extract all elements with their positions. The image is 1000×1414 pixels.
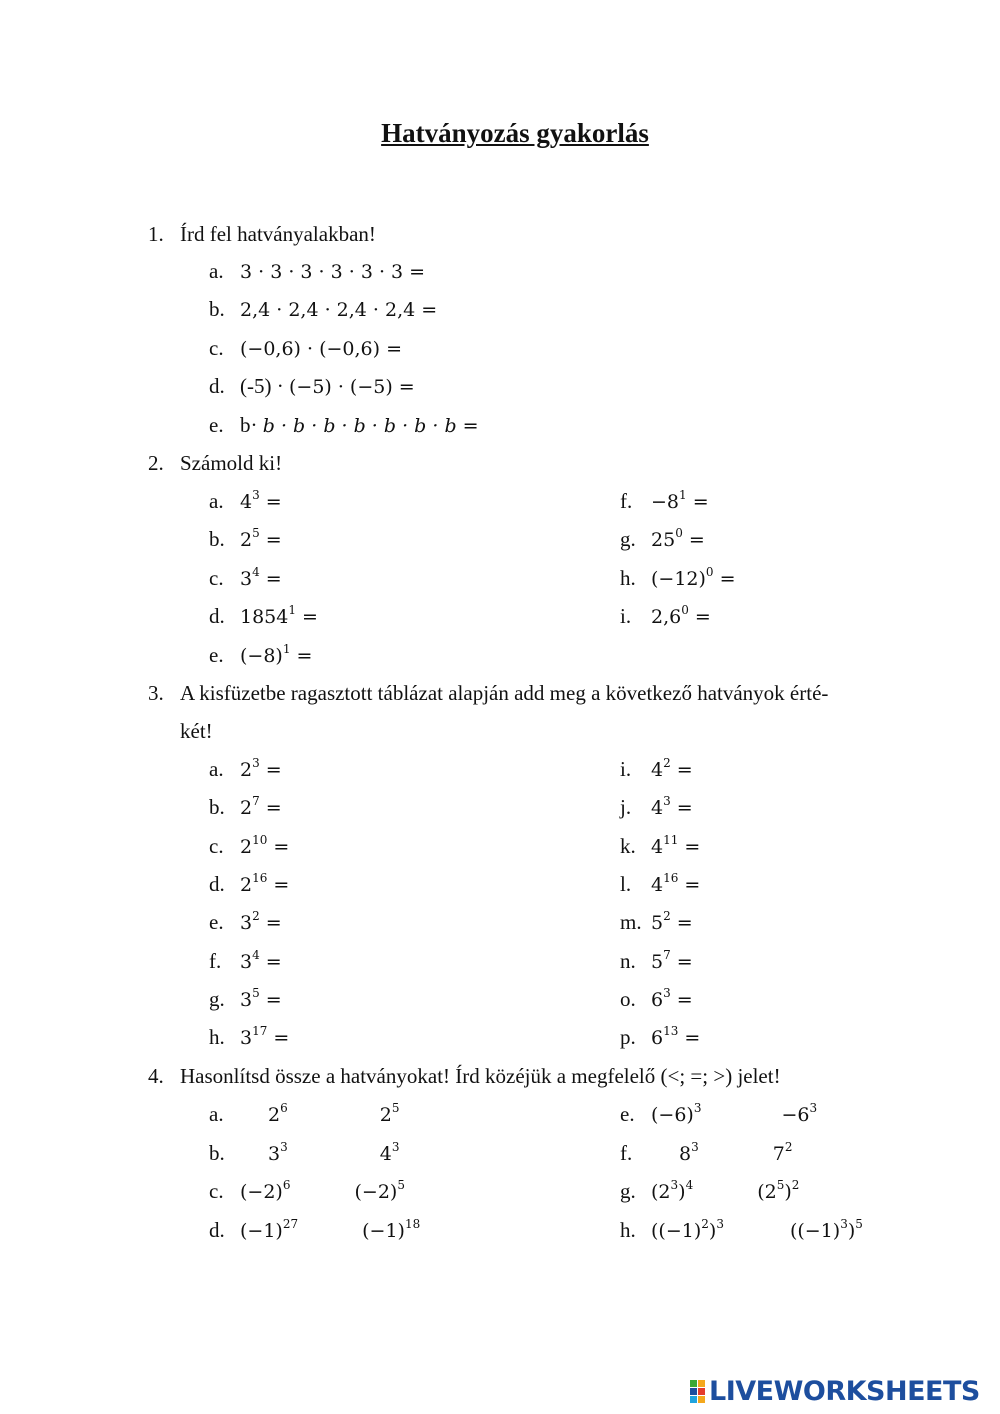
power-base: 4: [651, 797, 664, 819]
power-exponent: 2: [663, 756, 671, 770]
item-label: f.: [620, 489, 633, 513]
item-label: j.: [620, 795, 632, 819]
power-exponent: 11: [663, 833, 679, 847]
power-base: 3: [240, 912, 253, 934]
q3-item-j: [620, 795, 693, 820]
power-base: 6: [651, 1027, 664, 1049]
equals-sign: =: [273, 1027, 290, 1049]
item-expression: 2,4 · 2,4 · 2,4 · 2,4 =: [240, 299, 438, 321]
q3-item-k: [620, 834, 700, 859]
power-right: $2^5$: [379, 1101, 400, 1126]
equals-sign: =: [719, 568, 736, 590]
equals-sign: =: [676, 989, 693, 1011]
item-label: c.: [209, 834, 224, 858]
power-exponent: 3: [663, 794, 671, 808]
power-base: 2: [240, 529, 253, 551]
q2-item-g: [620, 527, 705, 552]
question-3-text-line2: két!: [180, 719, 213, 743]
q3-item-n: [620, 949, 693, 974]
q3-item-l: [620, 872, 700, 897]
power-exponent: 7: [663, 948, 671, 962]
equals-sign: =: [265, 951, 282, 973]
item-label: e.: [209, 910, 224, 934]
item-label: d.: [209, 872, 225, 896]
item-label: a.: [209, 489, 224, 513]
power-left: $(2^3)^4$: [651, 1178, 694, 1203]
item-label: i.: [620, 757, 632, 781]
power-base: 3: [240, 951, 253, 973]
logo-text: LIVEWORKSHEETS: [709, 1375, 980, 1407]
power-exponent: 2: [252, 909, 260, 923]
q3-item-g: [209, 987, 282, 1012]
power-base: 4: [651, 759, 664, 781]
item-label: d.: [209, 1218, 225, 1242]
equals-sign: =: [265, 491, 282, 513]
power-base: 2,6: [651, 606, 682, 628]
item-label: h.: [209, 1025, 225, 1049]
q3-item-a: [209, 757, 282, 782]
q2-item-e: [209, 643, 312, 668]
power-exponent: 13: [663, 1024, 679, 1038]
power-base: 2: [240, 759, 253, 781]
power-base: 4: [240, 491, 253, 513]
question-4-number: 4.: [148, 1064, 164, 1088]
power-base: 4: [651, 836, 664, 858]
power-right: $4^3$: [379, 1140, 400, 1165]
q2-item-h: [620, 566, 736, 591]
item-label: i.: [620, 604, 632, 628]
item-label: b.: [209, 297, 225, 321]
power-exponent: 3: [252, 756, 260, 770]
item-label: b.: [209, 1141, 225, 1165]
item-label: a.: [209, 1102, 224, 1126]
q4-item-d: [209, 1218, 420, 1243]
equals-sign: =: [694, 606, 711, 628]
power-exponent: 10: [252, 833, 268, 847]
power-right: $(-1)^{18}$: [362, 1217, 421, 1242]
item-label: m.: [620, 910, 642, 934]
power-exponent: 1: [282, 642, 291, 656]
item-label: h.: [620, 1218, 636, 1242]
q1-item-d: [209, 374, 415, 399]
question-2-number: 2.: [148, 451, 164, 475]
power-left: $((-1)^2)^3$: [651, 1217, 724, 1242]
power-exponent: 16: [252, 871, 268, 885]
equals-sign: =: [273, 836, 290, 858]
power-right: $(2^5)^2$: [757, 1178, 800, 1203]
q1-item-c: [209, 336, 402, 361]
equals-sign: =: [688, 529, 705, 551]
power-base: 4: [651, 874, 664, 896]
item-label: d.: [209, 374, 225, 398]
q1-item-a: [209, 259, 425, 284]
q3-item-h: [209, 1025, 289, 1050]
equals-sign: =: [273, 874, 290, 896]
item-label: h.: [620, 566, 636, 590]
liveworksheets-logo: [690, 1376, 980, 1406]
logo-mark-icon: [690, 1380, 705, 1403]
power-right: $7^2$: [772, 1140, 793, 1165]
power-left: $3^3$: [268, 1140, 288, 1165]
power-left: $(-1)^{27}$: [240, 1217, 299, 1242]
item-prefix: (-5) ·: [240, 374, 289, 398]
power-base: (−12): [651, 568, 706, 590]
equals-sign: =: [265, 989, 282, 1011]
power-base: (−8): [240, 645, 283, 667]
item-label: a.: [209, 259, 224, 283]
power-left: $(-2)^6$: [240, 1178, 291, 1203]
power-base: 3: [240, 989, 253, 1011]
equals-sign: =: [296, 645, 313, 667]
item-prefix: b·: [240, 413, 263, 437]
item-label: g.: [209, 987, 225, 1011]
power-exponent: 16: [663, 871, 679, 885]
power-base: 3: [240, 568, 253, 590]
item-expression: 3 · 3 · 3 · 3 · 3 · 3 =: [240, 261, 426, 283]
q4-item-g: [620, 1179, 799, 1204]
equals-sign: =: [265, 797, 282, 819]
q3-item-c: [209, 834, 289, 859]
power-left: $8^3$: [679, 1140, 699, 1165]
item-expression: b · b · b · b · b · b · b =: [262, 415, 479, 437]
power-right: $-6^3$: [781, 1101, 818, 1126]
power-left: $(-6)^3$: [651, 1101, 702, 1126]
equals-sign: =: [676, 759, 693, 781]
q2-item-b: [209, 527, 282, 552]
equals-sign: =: [684, 874, 701, 896]
power-exponent: 0: [681, 603, 689, 617]
item-label: k.: [620, 834, 636, 858]
item-label: o.: [620, 987, 636, 1011]
power-exponent: 7: [252, 794, 260, 808]
item-label: d.: [209, 604, 225, 628]
equals-sign: =: [265, 529, 282, 551]
power-left: $2^6$: [268, 1101, 288, 1126]
question-3-text-line1: A kisfüzetbe ragasztott táblázat alapján add meg a következő hatványok érté-: [180, 681, 829, 705]
power-exponent: 3: [663, 986, 671, 1000]
item-label: f.: [209, 949, 222, 973]
power-exponent: 5: [252, 526, 260, 540]
equals-sign: =: [265, 759, 282, 781]
item-expression: (−0,6) · (−0,6) =: [240, 338, 403, 360]
power-base: 2: [240, 836, 253, 858]
equals-sign: =: [265, 912, 282, 934]
q2-item-c: [209, 566, 282, 591]
q3-item-e: [209, 910, 282, 935]
question-3-number: 3.: [148, 681, 164, 705]
power-base: 2: [240, 874, 253, 896]
q3-item-m: [620, 910, 693, 935]
power-base: 2: [240, 797, 253, 819]
item-label: p.: [620, 1025, 636, 1049]
item-label: e.: [209, 413, 224, 437]
equals-sign: =: [676, 951, 693, 973]
item-label: n.: [620, 949, 636, 973]
q4-item-a: [209, 1102, 399, 1127]
power-exponent: 0: [705, 565, 714, 579]
q2-item-a: [209, 489, 282, 514]
power-base: 3: [240, 1027, 253, 1049]
q4-item-c: [209, 1179, 405, 1204]
item-label: c.: [209, 566, 224, 590]
power-right: $((-1)^3)^5$: [789, 1217, 863, 1242]
power-exponent: 1: [288, 603, 296, 617]
power-base: −8: [651, 491, 680, 513]
q3-item-p: [620, 1025, 700, 1050]
equals-sign: =: [676, 912, 693, 934]
power-exponent: 1: [679, 488, 687, 502]
power-base: 5: [651, 951, 664, 973]
power-base: 25: [651, 529, 676, 551]
equals-sign: =: [302, 606, 318, 628]
power-right: $(-2)^5$: [354, 1178, 405, 1203]
q3-item-b: [209, 795, 282, 820]
equals-sign: =: [692, 491, 709, 513]
power-exponent: 2: [663, 909, 671, 923]
power-exponent: 4: [252, 948, 260, 962]
item-label: b.: [209, 795, 225, 819]
question-2-text: Számold ki!: [180, 451, 283, 475]
power-base: 6: [651, 989, 664, 1011]
power-exponent: 17: [252, 1024, 268, 1038]
question-4-text: Hasonlítsd össze a hatványokat! Írd közéjük a megfelelő (<; =; >) jelet!: [180, 1064, 781, 1088]
question-1-text: Írd fel hatványalakban!: [180, 222, 376, 246]
q4-item-h: [620, 1218, 863, 1243]
equals-sign: =: [684, 836, 701, 858]
item-label: c.: [209, 336, 224, 360]
item-label: l.: [620, 872, 632, 896]
power-exponent: 3: [252, 488, 260, 502]
q2-item-f: [620, 489, 709, 514]
q4-item-b: [209, 1141, 399, 1166]
item-label: b.: [209, 527, 225, 551]
power-base: 5: [651, 912, 664, 934]
power-base: 1854: [240, 606, 289, 628]
item-label: g.: [620, 527, 636, 551]
q3-item-d: [209, 872, 289, 897]
q1-item-b: [209, 297, 437, 322]
power-exponent: 0: [675, 526, 683, 540]
page-title: Hatványozás gyakorlás: [381, 118, 649, 148]
q3-item-f: [209, 949, 282, 974]
question-1-number: 1.: [148, 222, 164, 246]
power-exponent: 4: [252, 565, 260, 579]
q4-item-e: [620, 1102, 817, 1127]
item-label: e.: [620, 1102, 635, 1126]
q2-item-d: [209, 604, 318, 629]
q2-item-i: [620, 604, 711, 629]
q1-item-e: [209, 413, 479, 438]
item-label: e.: [209, 643, 224, 667]
q3-item-o: [620, 987, 693, 1012]
equals-sign: =: [676, 797, 693, 819]
equals-sign: =: [684, 1027, 701, 1049]
q4-item-f: [620, 1141, 792, 1166]
power-exponent: 5: [252, 986, 260, 1000]
item-expression: (−5) · (−5) =: [288, 376, 415, 398]
item-label: c.: [209, 1179, 224, 1203]
item-label: f.: [620, 1141, 633, 1165]
q3-item-i: [620, 757, 693, 782]
equals-sign: =: [265, 568, 282, 590]
item-label: a.: [209, 757, 224, 781]
item-label: g.: [620, 1179, 636, 1203]
